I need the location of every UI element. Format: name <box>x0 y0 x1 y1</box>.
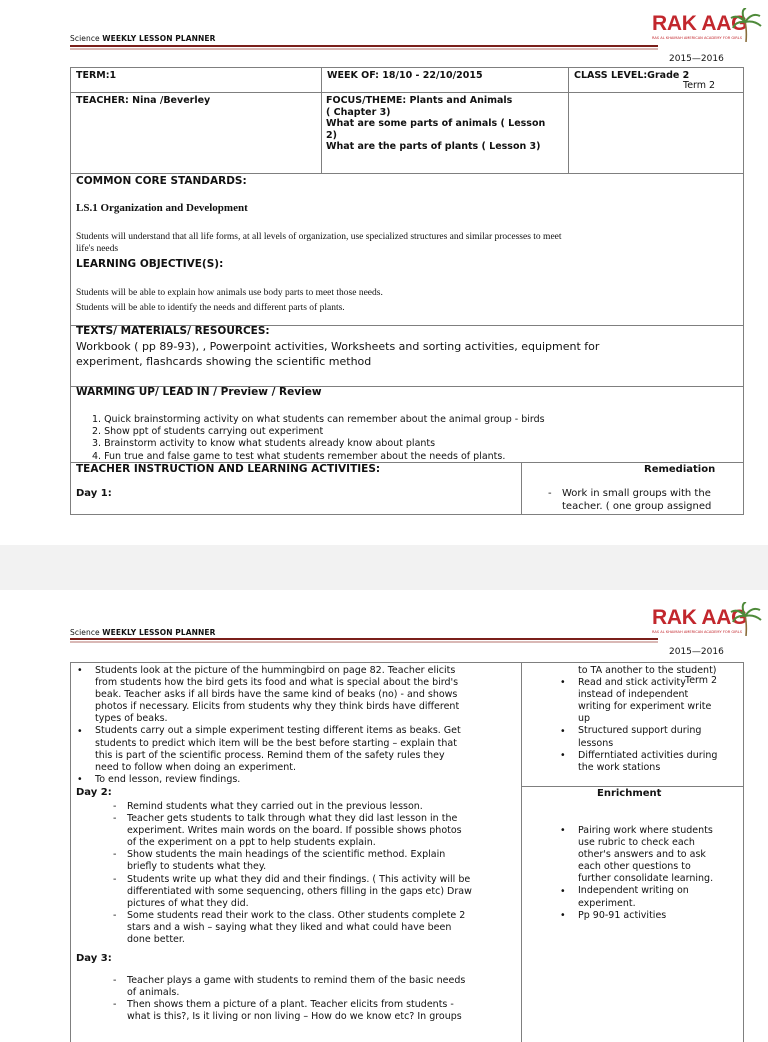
empty-cell <box>568 92 744 174</box>
standards-description-line: Students will understand that all life forms, at all levels of organization, use specialized structures and similar processes to meet <box>76 232 562 242</box>
bullet-dash: • <box>560 885 566 897</box>
activity-line: Then shows them a picture of a plant. Teacher elicits from students - <box>127 999 454 1011</box>
teacher-cell <box>70 92 322 174</box>
activities-continued-cell <box>70 662 522 1042</box>
remediation-line: the work stations <box>578 761 661 773</box>
remediation-cell <box>521 462 744 515</box>
header-planner-title: WEEKLY LESSON PLANNER <box>102 34 216 43</box>
class-level-label: CLASS LEVEL:Grade 2 <box>574 70 690 81</box>
enrichment-line: Independent writing on <box>578 885 689 897</box>
logo-text: RAK AAG <box>652 606 748 629</box>
logo-text: RAK AAG <box>652 12 748 35</box>
resources-cell <box>70 325 744 387</box>
activity-line: types of beaks. <box>95 713 168 725</box>
activity-line: Teacher plays a game with students to remind them of the basic needs <box>127 975 466 986</box>
activity-line: Show students the main headings of the scientific method. Explain <box>127 849 446 861</box>
activity-line: pictures of what they did. <box>127 897 249 909</box>
resources-heading: TEXTS/ MATERIALS/ RESOURCES: <box>76 325 270 337</box>
bullet-dash: • <box>77 725 83 737</box>
warmup-item: 2. Show ppt of students carrying out experiment <box>92 426 324 438</box>
logo-subtitle: RAS AL KHAIMAH AMERICAN ACADEMY FOR GIRLS <box>652 630 743 634</box>
header-title <box>70 34 216 43</box>
logo-subtitle: RAS AL KHAIMAH AMERICAN ACADEMY FOR GIRLS <box>652 36 743 40</box>
standards-heading: COMMON CORE STANDARDS: <box>76 175 247 187</box>
warmup-item: 1. Quick brainstorming activity on what students can remember about the animal group - birds <box>92 414 545 425</box>
enrichment-line: Pp 90-91 activities <box>578 909 667 921</box>
header-subject: Science <box>70 34 100 43</box>
remediation-line: up <box>578 713 591 725</box>
enrichment-heading: Enrichment <box>597 788 662 799</box>
activity-line: from students how the bird gets its food and what is special about the bird's <box>95 677 459 689</box>
resources-line: experiment, flashcards showing the scientific method <box>76 354 372 368</box>
bullet-dash: - <box>113 909 117 921</box>
remediation-line: teacher. ( one group assigned <box>562 500 712 512</box>
remediation-line: Work in small groups with the <box>562 488 711 499</box>
enrichment-line: use rubric to check each <box>578 837 695 849</box>
activity-line: Remind students what they carried out in the previous lesson. <box>127 801 423 812</box>
remediation-line: writing for experiment write <box>578 701 712 713</box>
bullet-dash: • <box>560 725 566 737</box>
header-rule-light <box>70 48 658 50</box>
class-level-cell <box>568 67 744 93</box>
activity-line: Teacher gets students to talk through what they did last lesson in the <box>127 813 458 825</box>
focus-line: 2) <box>326 129 337 141</box>
remediation-line: Read and stick activity <box>578 677 686 689</box>
header-rule-light <box>70 641 658 643</box>
remediation-first <box>548 488 712 513</box>
day1-label: Day 1: <box>76 488 112 499</box>
term-cell <box>70 67 322 93</box>
standards-code: LS.1 Organization and Development <box>76 202 248 214</box>
warmup-item: 3. Brainstorm activity to know what students already know about plants <box>92 438 436 450</box>
activity-line: this is part of the scientific process. Remind them of the safety rules they <box>95 749 445 761</box>
palm-tree-icon <box>730 8 762 42</box>
focus-line: What are the parts of plants ( Lesson 3) <box>326 141 541 152</box>
day2-label: Day 2: <box>76 787 112 798</box>
remediation-line: instead of independent <box>578 689 689 701</box>
warmup-list <box>92 414 545 463</box>
bullet-dash: - <box>113 999 117 1011</box>
focus-line: ( Chapter 3) <box>326 106 391 118</box>
focus-line: FOCUS/THEME: Plants and Animals <box>326 95 513 106</box>
objective-item: Students will be able to identify the needs and different parts of plants. <box>76 303 345 313</box>
bullet-dash: - <box>113 801 117 812</box>
objective-item: Students will be able to explain how animals use body parts to meet those needs. <box>76 288 383 298</box>
bullet-dash: - <box>113 849 117 861</box>
bullet-dash: • <box>77 665 83 676</box>
activity-line: photos if necessary. Elicits from students why they think birds have different <box>95 701 460 713</box>
resources-line: Workbook ( pp 89-93), , Powerpoint activities, Worksheets and sorting activities, equipment for <box>76 340 600 353</box>
remediation-line: Differntiated activities during <box>578 749 718 761</box>
activities-cell <box>70 462 522 515</box>
week-label: WEEK OF: 18/10 - 22/10/2015 <box>327 70 483 81</box>
enrichment-list <box>560 825 714 922</box>
day3-label: Day 3: <box>76 953 112 964</box>
remediation-continued-cell <box>521 662 744 787</box>
header-subject: Science <box>70 628 100 637</box>
activity-line: what is this?, Is it living or non living – How do we know etc? In groups <box>127 1011 462 1023</box>
standards-description-line: life's needs <box>76 244 119 254</box>
teacher-label: TEACHER: Nina /Beverley <box>76 95 211 106</box>
activity-line: done better. <box>127 934 185 946</box>
activity-line: beak. Teacher asks if all birds have the same kind of beaks (no) - and shows <box>95 689 458 701</box>
header-title <box>70 628 216 637</box>
bullet-dash: • <box>560 749 566 761</box>
warmup-heading: WARMING UP/ LEAD IN / Preview / Review <box>76 386 322 398</box>
bullet-dash: • <box>560 825 566 836</box>
bullet-dash: • <box>560 909 566 921</box>
header-rule <box>70 45 658 47</box>
header-rule <box>70 638 658 640</box>
enrichment-line: Pairing work where students <box>578 825 713 836</box>
day3-activities <box>113 975 466 1023</box>
week-cell <box>321 67 569 93</box>
enrichment-line: experiment. <box>578 897 636 909</box>
resources-text <box>76 340 599 369</box>
objective-heading: LEARNING OBJECTIVE(S): <box>76 258 224 270</box>
school-year: 2015—2016 <box>669 647 724 657</box>
activity-line: Students look at the picture of the hummingbird on page 82. Teacher elicits <box>95 665 456 676</box>
day1-activities <box>77 665 461 786</box>
enrichment-cell <box>521 786 744 1042</box>
remediation-line: to TA another to the student) <box>578 665 717 676</box>
enrichment-line: each other questions to <box>578 861 691 873</box>
standards-cell <box>70 173 744 326</box>
palm-tree-icon <box>730 602 762 636</box>
activity-line: stars and a wish – saying what they liked and what could have been <box>127 921 452 933</box>
term-label: TERM:1 <box>76 70 117 81</box>
remediation-heading: Remediation <box>644 464 716 475</box>
term2-label: Term 2 <box>683 80 716 91</box>
standards-description <box>76 231 562 255</box>
bullet-dash: - <box>113 873 117 885</box>
school-logo <box>652 8 762 46</box>
enrichment-line: further consolidate learning. <box>578 873 714 885</box>
bullet-dash: - <box>548 488 552 499</box>
activity-line: To end lesson, review findings. <box>95 773 241 785</box>
warmup-cell <box>70 386 744 463</box>
header-planner-title: WEEKLY LESSON PLANNER <box>102 628 216 637</box>
school-logo <box>652 602 762 640</box>
warmup-item: 4. Fun true and false game to test what students remember about the needs of plants. <box>92 450 506 462</box>
activity-line: of animals. <box>127 987 180 999</box>
remediation-line: Structured support during <box>578 725 702 737</box>
activity-line: experiment. Writes main words on the board. If possible shows photos <box>127 825 462 837</box>
bullet-dash: • <box>77 773 83 785</box>
focus-line: What are some parts of animals ( Lesson <box>326 118 546 129</box>
objectives-list <box>76 286 383 316</box>
remediation-line: lessons <box>578 737 614 749</box>
bullet-dash: • <box>560 677 566 689</box>
activities-heading: TEACHER INSTRUCTION AND LEARNING ACTIVITIES: <box>76 463 381 475</box>
planner-page-2 <box>0 590 768 1024</box>
term2-label: Term 2 <box>685 675 718 686</box>
activity-line: Students write up what they did and their findings. ( This activity will be <box>127 873 471 885</box>
activity-line: Some students read their work to the class. Other students complete 2 <box>127 909 466 921</box>
activity-line: Students carry out a simple experiment testing different items as beaks. Get <box>95 725 461 737</box>
activity-line: briefly to students what they. <box>127 861 267 873</box>
activity-line: need to follow when doing an experiment. <box>95 761 297 773</box>
activity-line: of the experiment on a ppt to help students explain. <box>127 837 376 849</box>
activity-line: students to predict which item will be the best before starting – explain that <box>95 737 457 749</box>
enrichment-line: other's answers and to ask <box>578 849 706 861</box>
school-year: 2015—2016 <box>669 54 724 64</box>
page-gap <box>0 545 768 590</box>
day2-activities <box>113 801 472 946</box>
bullet-dash: - <box>113 975 117 986</box>
activity-line: differentiated with some sequencing, others filling in the gaps etc) Draw <box>127 885 472 897</box>
focus-cell <box>321 92 569 174</box>
bullet-dash: - <box>113 813 117 825</box>
